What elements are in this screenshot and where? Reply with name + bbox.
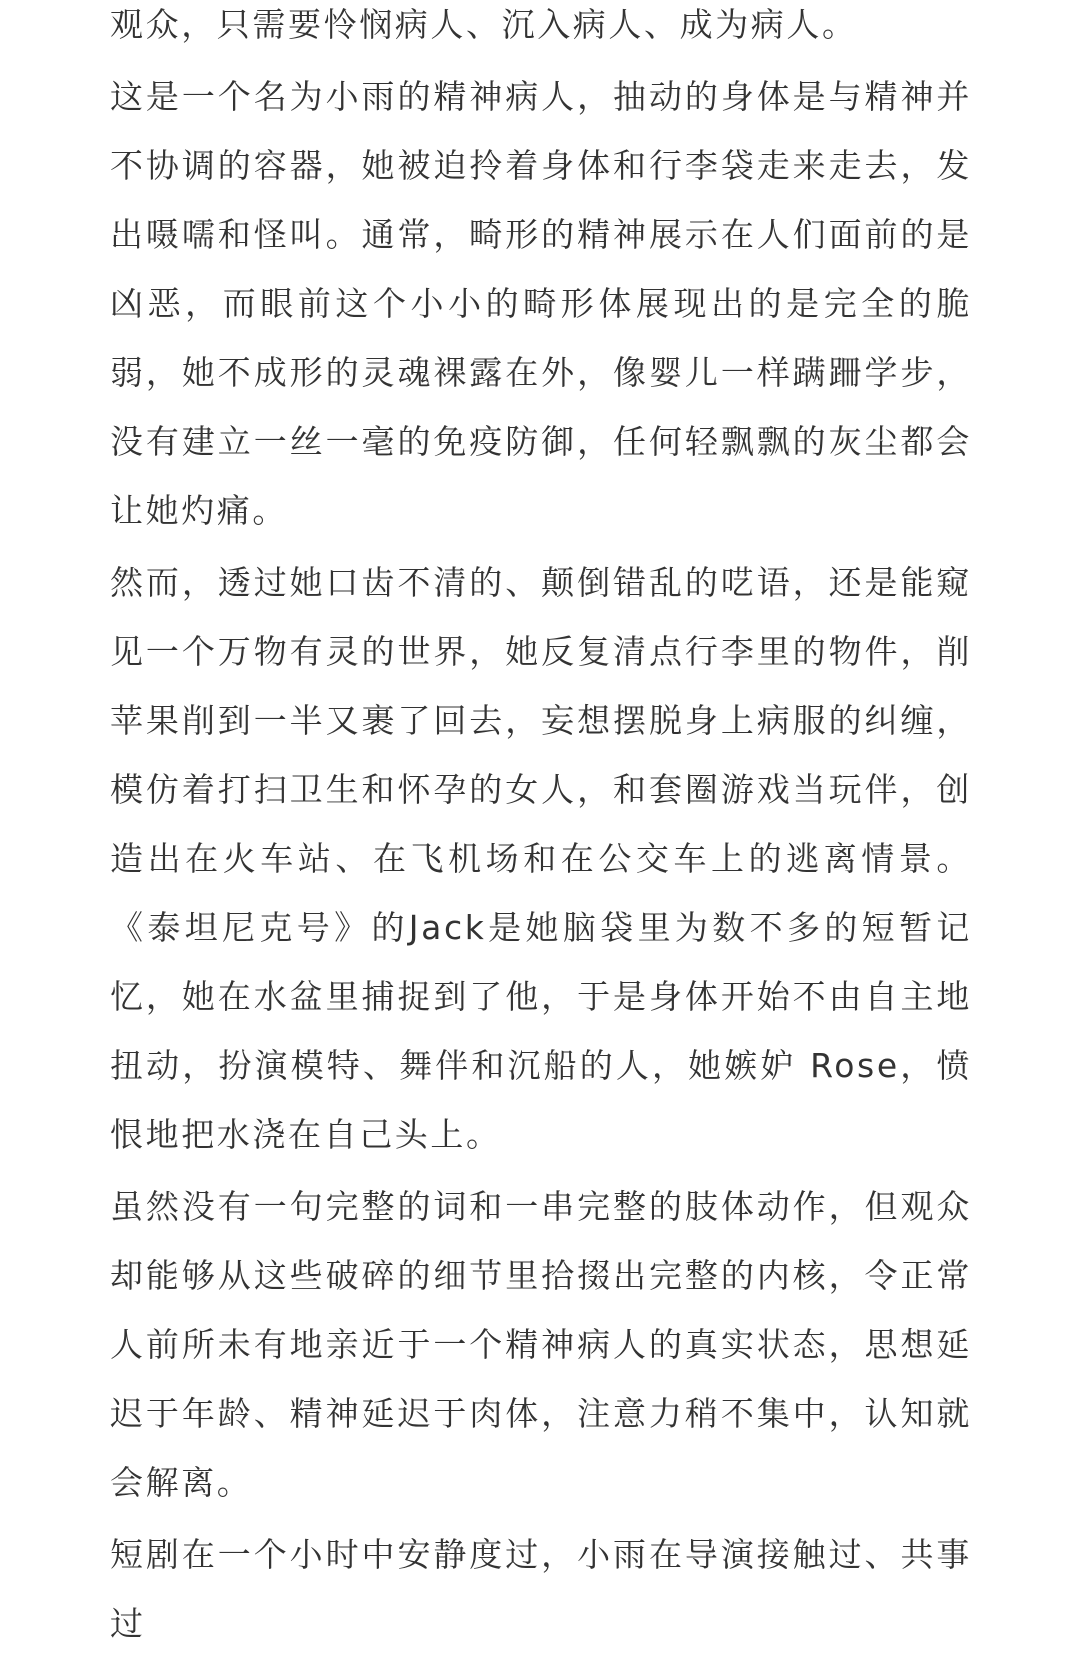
article-body: [110, 0, 972, 1661]
paragraph-4: 虽然没有一句完整的词和一串完整的肢体动作，但观众却能够从这些破碎的细节里拾掇出完整的内核，令正常人前所未有地亲近于一个精神病人的真实状态，思想延迟于年龄、精神延迟于肉体，注意力稍不集中，认知就会解离。: [110, 1187, 972, 1502]
paragraph-5: 短剧在一个小时中安静度过，小雨在导演接触过、共事过: [110, 1535, 972, 1643]
paragraph-3: 然而，透过她口齿不清的、颠倒错乱的呓语，还是能窥见一个万物有灵的世界，她反复清点行李里的物件，削苹果削到一半又裹了回去，妄想摆脱身上病服的纠缠，模仿着打扫卫生和怀孕的女人，和套圈游戏当玩伴，创造出在火车站、在飞机场和在公交车上的逃离情景。《泰坦尼克号》的Jack是她脑袋里为数不多的短暂记忆，她在水盆里捕捉到了他，于是身体开始不由自主地扭动，扮演模特、舞伴和沉船的人，她嫉妒 Rose，愤恨地把水浇在自己头上。: [110, 563, 972, 1154]
paragraph-1: 观众，只需要怜悯病人、沉入病人、成为病人。: [110, 5, 858, 44]
paragraph-2: 这是一个名为小雨的精神病人，抽动的身体是与精神并不协调的容器，她被迫拎着身体和行李袋走来走去，发出嗫嚅和怪叫。通常，畸形的精神展示在人们面前的是凶恶，而眼前这个小小的畸形体展现出的是完全的脆弱，她不成形的灵魂裸露在外，像婴儿一样蹒跚学步，没有建立一丝一毫的免疫防御，任何轻飘飘的灰尘都会让她灼痛。: [110, 77, 972, 530]
